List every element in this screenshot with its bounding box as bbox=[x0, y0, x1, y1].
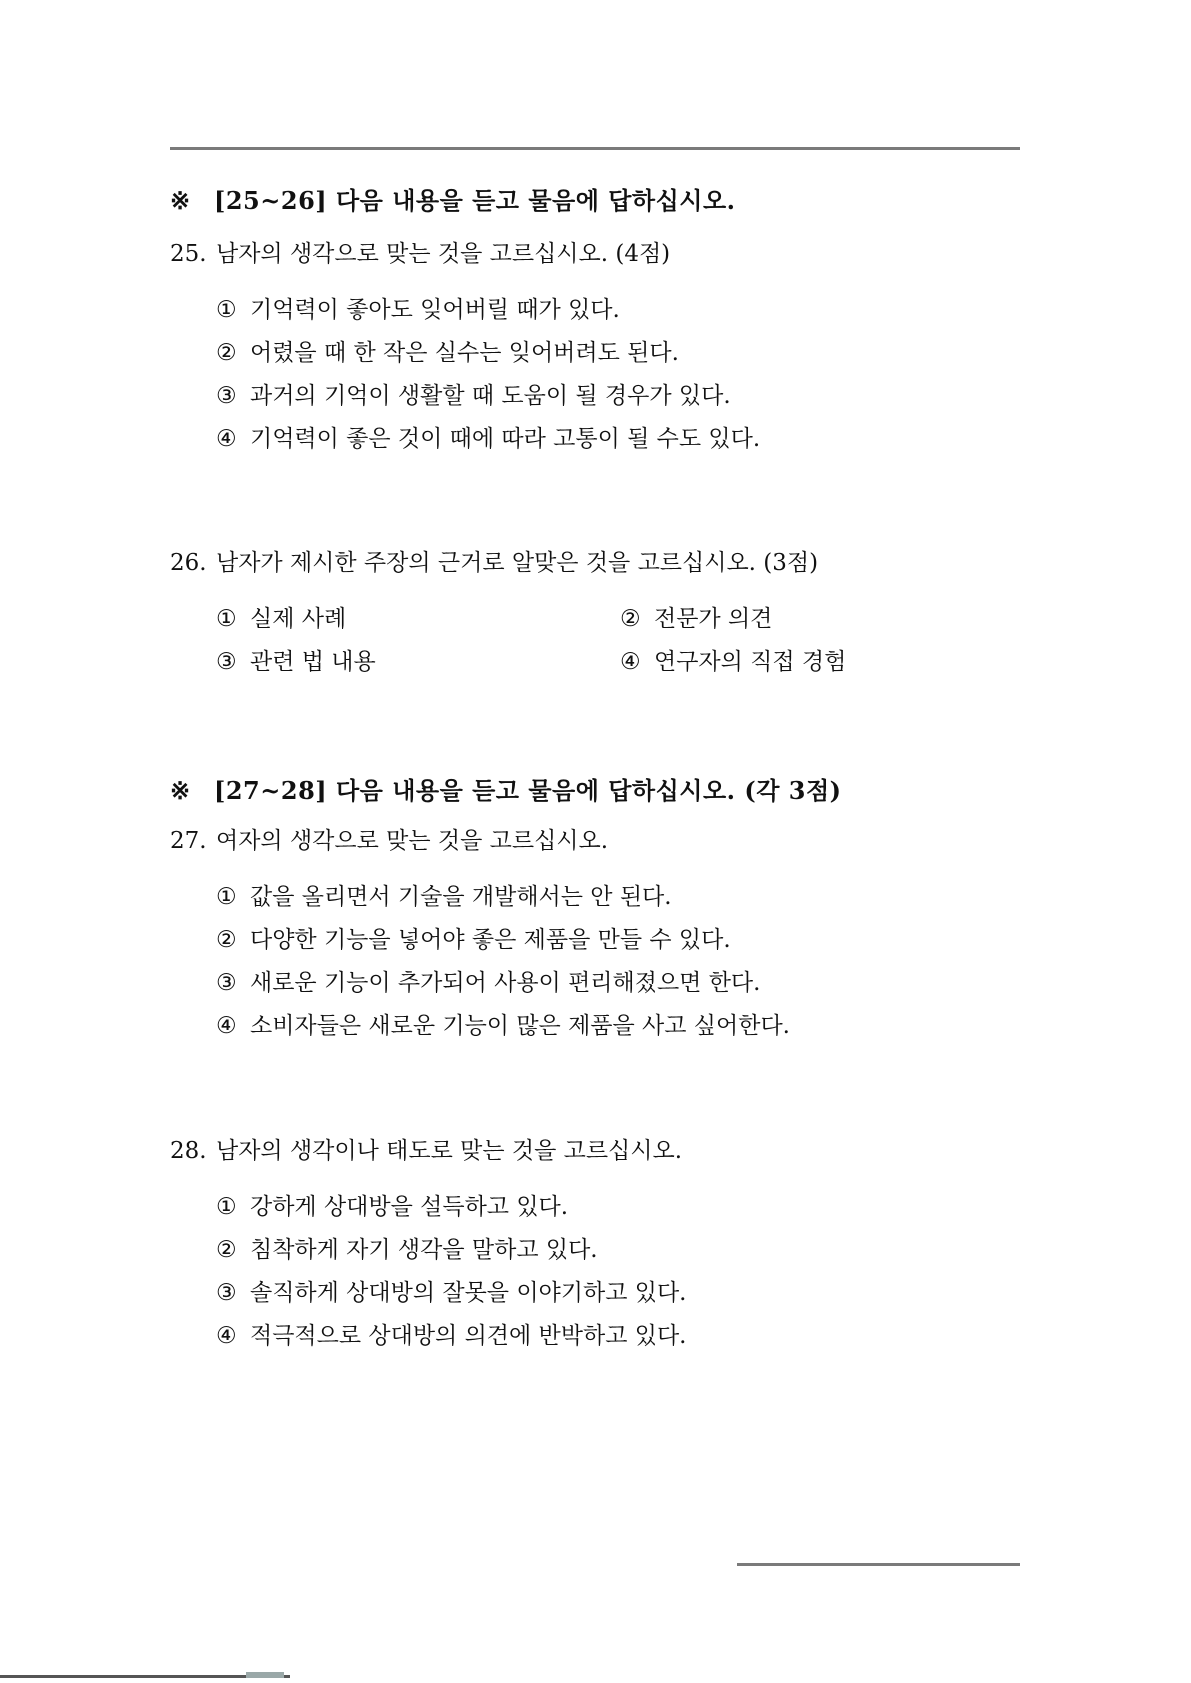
option-mark: ② bbox=[216, 340, 237, 366]
option-1[interactable] bbox=[216, 1186, 1030, 1229]
option-mark: ④ bbox=[216, 1323, 237, 1349]
option-1[interactable] bbox=[216, 289, 1030, 332]
option-text: 연구자의 직접 경험 bbox=[654, 649, 847, 675]
option-text: 기억력이 좋은 것이 때에 따라 고통이 될 수도 있다. bbox=[250, 426, 761, 452]
question-number: 28. bbox=[170, 1138, 207, 1164]
option-mark: ④ bbox=[216, 1013, 237, 1039]
option-4[interactable] bbox=[216, 418, 1030, 461]
bottom-rule bbox=[737, 1563, 1020, 1566]
question-28 bbox=[170, 1136, 1030, 1358]
option-text: 기억력이 좋아도 잊어버릴 때가 있다. bbox=[250, 297, 620, 323]
option-mark: ① bbox=[216, 606, 237, 632]
option-text: 실제 사례 bbox=[250, 606, 347, 632]
question-26 bbox=[170, 548, 1030, 684]
option-mark: ① bbox=[216, 297, 237, 323]
option-text: 침착하게 자기 생각을 말하고 있다. bbox=[250, 1237, 598, 1263]
option-mark: ① bbox=[216, 884, 237, 910]
option-mark: ③ bbox=[216, 383, 237, 409]
option-text: 과거의 기억이 생활할 때 도움이 될 경우가 있다. bbox=[250, 383, 731, 409]
top-rule bbox=[170, 147, 1020, 150]
option-text: 값을 올리면서 기술을 개발해서는 안 된다. bbox=[250, 884, 672, 910]
option-2[interactable] bbox=[216, 332, 1030, 375]
section-instruction: [25~26] 다음 내용을 듣고 물음에 답하십시오. bbox=[214, 186, 736, 215]
option-list bbox=[216, 1186, 1030, 1358]
option-mark: ② bbox=[620, 606, 641, 632]
option-text: 강하게 상대방을 설득하고 있다. bbox=[250, 1194, 569, 1220]
question-number: 26. bbox=[170, 550, 207, 576]
option-list bbox=[216, 289, 1030, 461]
option-text: 새로운 기능이 추가되어 사용이 편리해졌으면 한다. bbox=[250, 970, 761, 996]
option-mark: ③ bbox=[216, 649, 237, 675]
option-mark: ② bbox=[216, 1237, 237, 1263]
option-text: 적극적으로 상대방의 의견에 반박하고 있다. bbox=[250, 1323, 687, 1349]
option-1[interactable] bbox=[216, 876, 1030, 919]
section-header-27-28 bbox=[170, 776, 1030, 806]
option-3[interactable] bbox=[216, 375, 1030, 418]
question-27 bbox=[170, 826, 1030, 1048]
question-text: 여자의 생각으로 맞는 것을 고르십시오. bbox=[216, 828, 609, 854]
option-text: 어렸을 때 한 작은 실수는 잊어버려도 된다. bbox=[250, 340, 679, 366]
option-mark: ④ bbox=[620, 649, 641, 675]
option-4[interactable] bbox=[620, 641, 1024, 684]
section-header-25-26 bbox=[170, 186, 1030, 216]
option-4[interactable] bbox=[216, 1315, 1030, 1358]
question-number: 25. bbox=[170, 241, 207, 267]
option-2[interactable] bbox=[216, 1229, 1030, 1272]
reference-mark: ※ bbox=[170, 186, 191, 215]
scan-edge-mark bbox=[246, 1672, 284, 1678]
section-instruction: [27~28] 다음 내용을 듣고 물음에 답하십시오. (각 3점) bbox=[214, 776, 842, 805]
question-text: 남자가 제시한 주장의 근거로 알맞은 것을 고르십시오. (3점) bbox=[216, 550, 819, 576]
question-text: 남자의 생각으로 맞는 것을 고르십시오. (4점) bbox=[216, 241, 671, 267]
option-text: 솔직하게 상대방의 잘못을 이야기하고 있다. bbox=[250, 1280, 687, 1306]
option-text: 관련 법 내용 bbox=[250, 649, 376, 675]
option-3[interactable] bbox=[216, 962, 1030, 1005]
option-1[interactable] bbox=[216, 598, 620, 641]
option-mark: ④ bbox=[216, 426, 237, 452]
option-mark: ② bbox=[216, 927, 237, 953]
question-text: 남자의 생각이나 태도로 맞는 것을 고르십시오. bbox=[216, 1138, 683, 1164]
option-text: 다양한 기능을 넣어야 좋은 제품을 만들 수 있다. bbox=[250, 927, 731, 953]
option-text: 전문가 의견 bbox=[654, 606, 773, 632]
option-text: 소비자들은 새로운 기능이 많은 제품을 사고 싶어한다. bbox=[250, 1013, 790, 1039]
option-mark: ③ bbox=[216, 970, 237, 996]
option-2[interactable] bbox=[620, 598, 1024, 641]
option-mark: ③ bbox=[216, 1280, 237, 1306]
reference-mark: ※ bbox=[170, 776, 191, 805]
option-grid bbox=[216, 598, 1030, 684]
option-mark: ① bbox=[216, 1194, 237, 1220]
option-list bbox=[216, 876, 1030, 1048]
question-number: 27. bbox=[170, 828, 207, 854]
option-3[interactable] bbox=[216, 1272, 1030, 1315]
option-4[interactable] bbox=[216, 1005, 1030, 1048]
question-25 bbox=[170, 239, 1030, 461]
option-3[interactable] bbox=[216, 641, 620, 684]
option-2[interactable] bbox=[216, 919, 1030, 962]
